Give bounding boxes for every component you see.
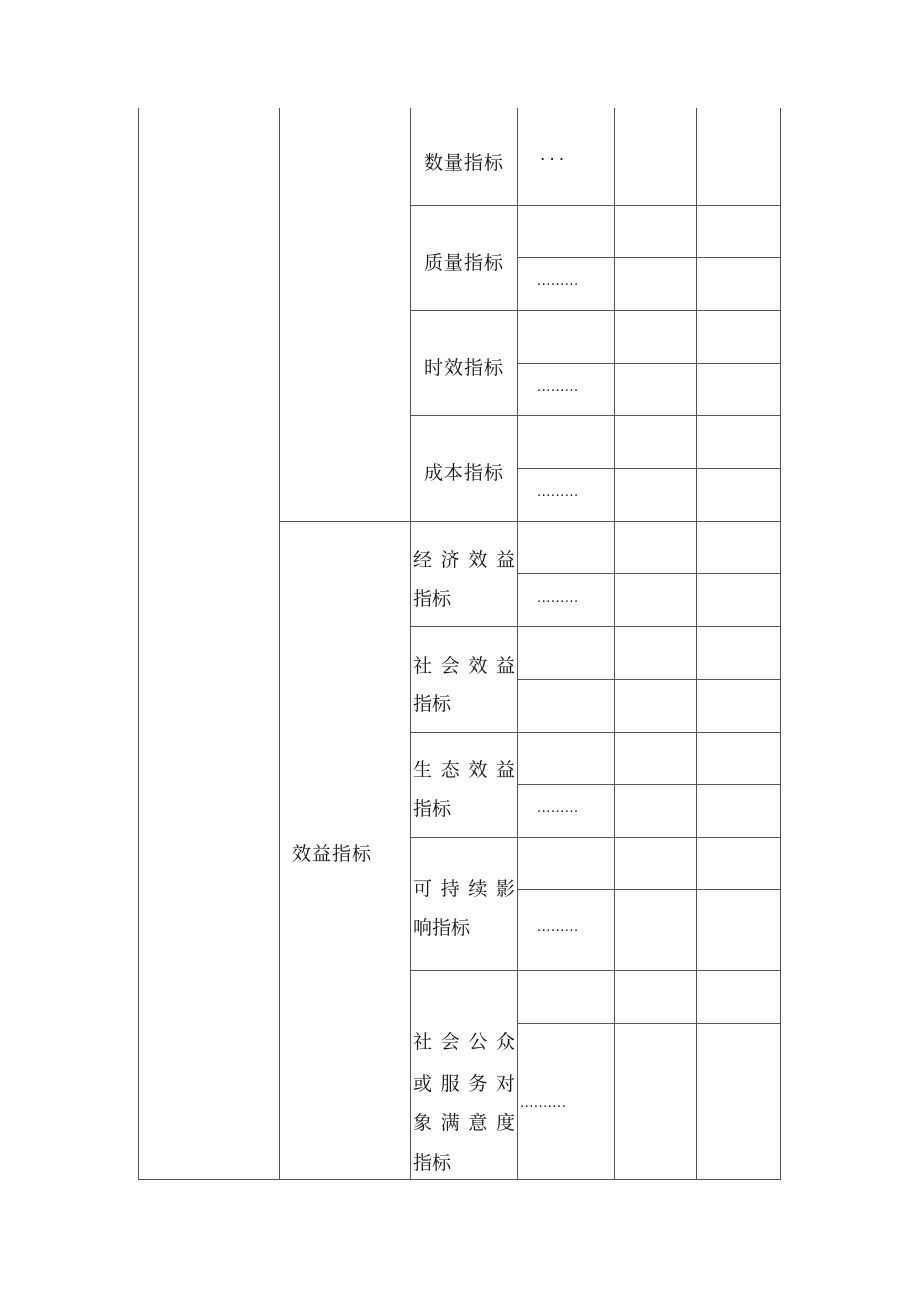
row-subline <box>517 784 781 785</box>
row-line <box>410 415 781 416</box>
col-divider-1 <box>279 108 280 1180</box>
col-divider-2 <box>410 108 411 1180</box>
row-line <box>410 732 781 733</box>
quantity-indicator-label: 数量指标 <box>424 152 505 174</box>
table-border-right <box>780 108 781 1180</box>
row-subline <box>517 363 781 364</box>
ecological-benefit-label: 生 态 效 益 <box>413 759 515 781</box>
sustainable-impact-label-line2: 响指标 <box>413 917 471 939</box>
social-benefit-label: 社 会 效 益 <box>413 655 515 677</box>
row-line <box>410 205 781 206</box>
satisfaction-ellipsis: .......... <box>520 1096 567 1111</box>
satisfaction-label-line3: 象 满 意 度 <box>413 1112 515 1134</box>
quality-indicator-label: 质量指标 <box>424 252 505 274</box>
cost-indicator-label: 成本指标 <box>424 462 505 484</box>
row-line <box>410 970 781 971</box>
row-line <box>410 310 781 311</box>
col-divider-3 <box>517 108 518 1180</box>
economic-benefit-label-line2: 指标 <box>413 588 452 610</box>
satisfaction-label-line4: 指标 <box>413 1152 452 1174</box>
row-line <box>410 626 781 627</box>
timeliness-indicator-label: 时效指标 <box>424 357 505 379</box>
social-benefit-label-line2: 指标 <box>413 693 452 715</box>
economic-benefit-ellipsis: ......... <box>537 591 579 606</box>
col-divider-5 <box>696 108 697 1180</box>
sustainable-impact-label: 可 持 续 影 <box>413 878 515 900</box>
satisfaction-label-line2: 或 服 务 对 <box>413 1073 515 1095</box>
row-subline <box>517 468 781 469</box>
col-divider-4 <box>614 108 615 1180</box>
table-border-bottom <box>138 1179 781 1180</box>
timeliness-indicator-ellipsis: ......... <box>537 380 579 395</box>
row-subline <box>517 257 781 258</box>
row-subline <box>517 679 781 680</box>
quality-indicator-ellipsis: ......... <box>537 274 579 289</box>
sustainable-impact-ellipsis: ......... <box>537 920 579 935</box>
cost-indicator-ellipsis: ......... <box>537 485 579 500</box>
section-line <box>279 521 781 522</box>
row-line <box>410 837 781 838</box>
economic-benefit-label: 经 济 效 益 <box>413 549 515 571</box>
quantity-indicator-ellipsis: ··· <box>540 150 569 170</box>
ecological-benefit-ellipsis: ......... <box>537 801 579 816</box>
row-subline <box>517 573 781 574</box>
ecological-benefit-label-line2: 指标 <box>413 798 452 820</box>
benefit-indicator-label: 效益指标 <box>292 843 373 865</box>
table-border-left <box>138 108 139 1180</box>
row-subline <box>517 1023 781 1024</box>
row-subline <box>517 889 781 890</box>
satisfaction-label-line1: 社 会 公 众 <box>413 1031 515 1053</box>
